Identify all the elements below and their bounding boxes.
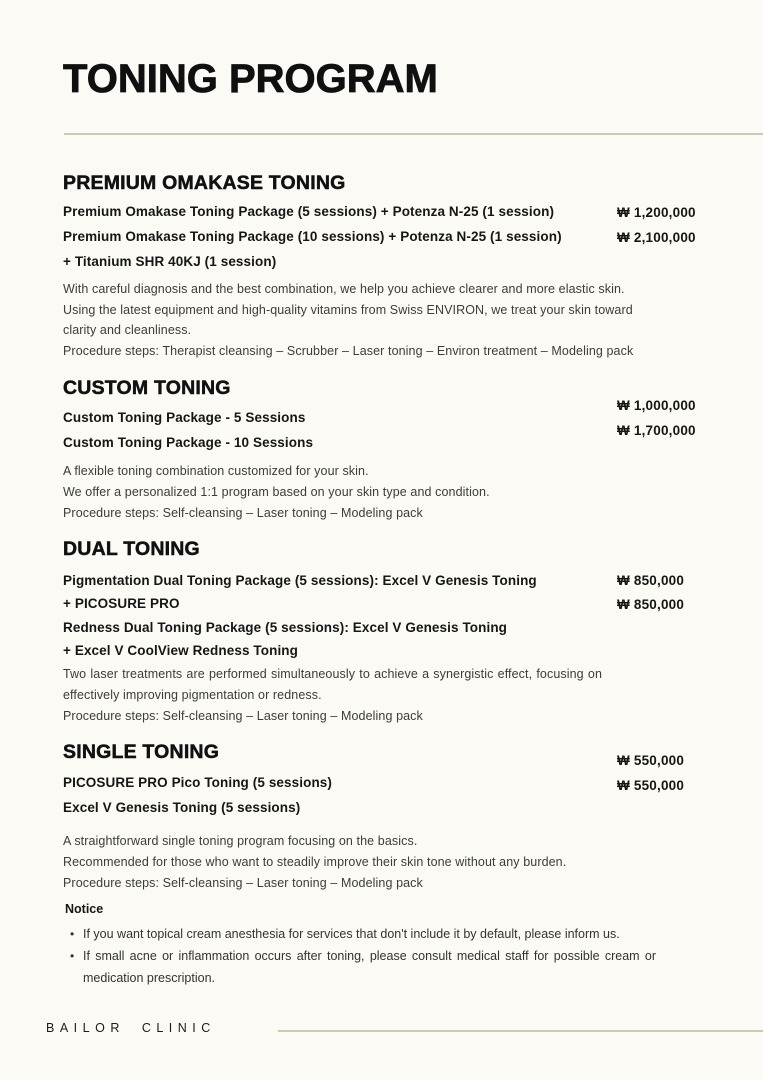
description-line: effectively improving pigmentation or redness.	[63, 688, 322, 702]
procedure-steps-line: Procedure steps: Self-cleansing – Laser toning – Modeling pack	[63, 709, 423, 723]
notice-bullet-text	[83, 923, 620, 945]
section-title: CUSTOM TONING	[63, 377, 231, 399]
package-label: Pigmentation Dual Toning Package (5 sessions): Excel V Genesis Toning	[63, 573, 537, 588]
package-price: ₩ 850,000	[617, 573, 685, 588]
package-label: PICOSURE PRO Pico Toning (5 sessions)	[63, 775, 332, 790]
footer-divider	[278, 1030, 763, 1032]
notice-title: Notice	[65, 902, 104, 916]
title-divider	[64, 133, 763, 135]
section-title: PREMIUM OMAKASE TONING	[63, 172, 346, 194]
notice-bullet	[70, 945, 656, 989]
notice-line: If you want topical cream anesthesia for services that don't include it by default, please inform us.	[83, 927, 620, 941]
procedure-steps-line: Procedure steps: Therapist cleansing – Scrubber – Laser toning – Environ treatment – Modeling pack	[63, 343, 634, 358]
description-line: A flexible toning combination customized for your skin.	[63, 464, 369, 478]
notice-bullet-text	[83, 945, 656, 989]
package-price: ₩ 850,000	[617, 597, 685, 612]
package-label: Custom Toning Package - 5 Sessions	[63, 410, 306, 425]
package-label: Redness Dual Toning Package (5 sessions): Excel V Genesis Toning	[63, 620, 508, 635]
bullet-icon: •	[70, 927, 75, 941]
package-price: ₩ 1,200,000	[617, 205, 696, 220]
section-description	[63, 664, 602, 727]
notice-line: medication prescription.	[83, 971, 216, 985]
section-description	[63, 461, 490, 524]
package-label: Custom Toning Package - 10 Sessions	[63, 435, 314, 450]
page-title: TONING PROGRAM	[63, 57, 438, 101]
description-line: With careful diagnosis and the best combination, we help you achieve clearer and more elastic skin.	[63, 282, 625, 296]
package-label: Premium Omakase Toning Package (10 sessions) + Potenza N-25 (1 session)	[63, 229, 562, 244]
section-title: SINGLE TONING	[63, 741, 220, 763]
package-label: + PICOSURE PRO	[63, 596, 180, 611]
description-line: Using the latest equipment and high-quality vitamins from Swiss ENVIRON, we treat your skin toward	[63, 302, 633, 317]
package-price: ₩ 1,700,000	[617, 423, 696, 438]
package-label: Excel V Genesis Toning (5 sessions)	[63, 800, 301, 815]
procedure-steps-line: Procedure steps: Self-cleansing – Laser toning – Modeling pack	[63, 876, 423, 890]
section-title: DUAL TONING	[63, 538, 200, 560]
notice-bullet	[70, 923, 620, 945]
package-label: + Excel V CoolView Redness Toning	[63, 643, 298, 658]
section-description	[63, 831, 566, 894]
procedure-steps-line: Procedure steps: Self-cleansing – Laser toning – Modeling pack	[63, 506, 423, 520]
package-price: ₩ 550,000	[617, 778, 685, 793]
description-line: A straightforward single toning program focusing on the basics.	[63, 834, 418, 848]
notice-line: If small acne or inflammation occurs after toning, please consult medical staff for possible cream or	[83, 949, 656, 963]
package-price: ₩ 2,100,000	[617, 230, 696, 245]
package-label: Premium Omakase Toning Package (5 sessions) + Potenza N-25 (1 session)	[63, 204, 555, 219]
bullet-icon: •	[70, 949, 75, 963]
package-price: ₩ 1,000,000	[617, 398, 696, 413]
brand-name: BAILOR CLINIC	[46, 1021, 216, 1035]
section-description	[63, 279, 633, 361]
description-line: Recommended for those who want to steadily improve their skin tone without any burden.	[63, 855, 567, 869]
description-line: Two laser treatments are performed simultaneously to achieve a synergistic effect, focusing on	[63, 667, 602, 681]
package-price: ₩ 550,000	[617, 753, 685, 768]
package-label: + Titanium SHR 40KJ (1 session)	[63, 254, 277, 269]
description-line: We offer a personalized 1:1 program based on your skin type and condition.	[63, 485, 490, 499]
description-line: clarity and cleanliness.	[63, 323, 192, 337]
